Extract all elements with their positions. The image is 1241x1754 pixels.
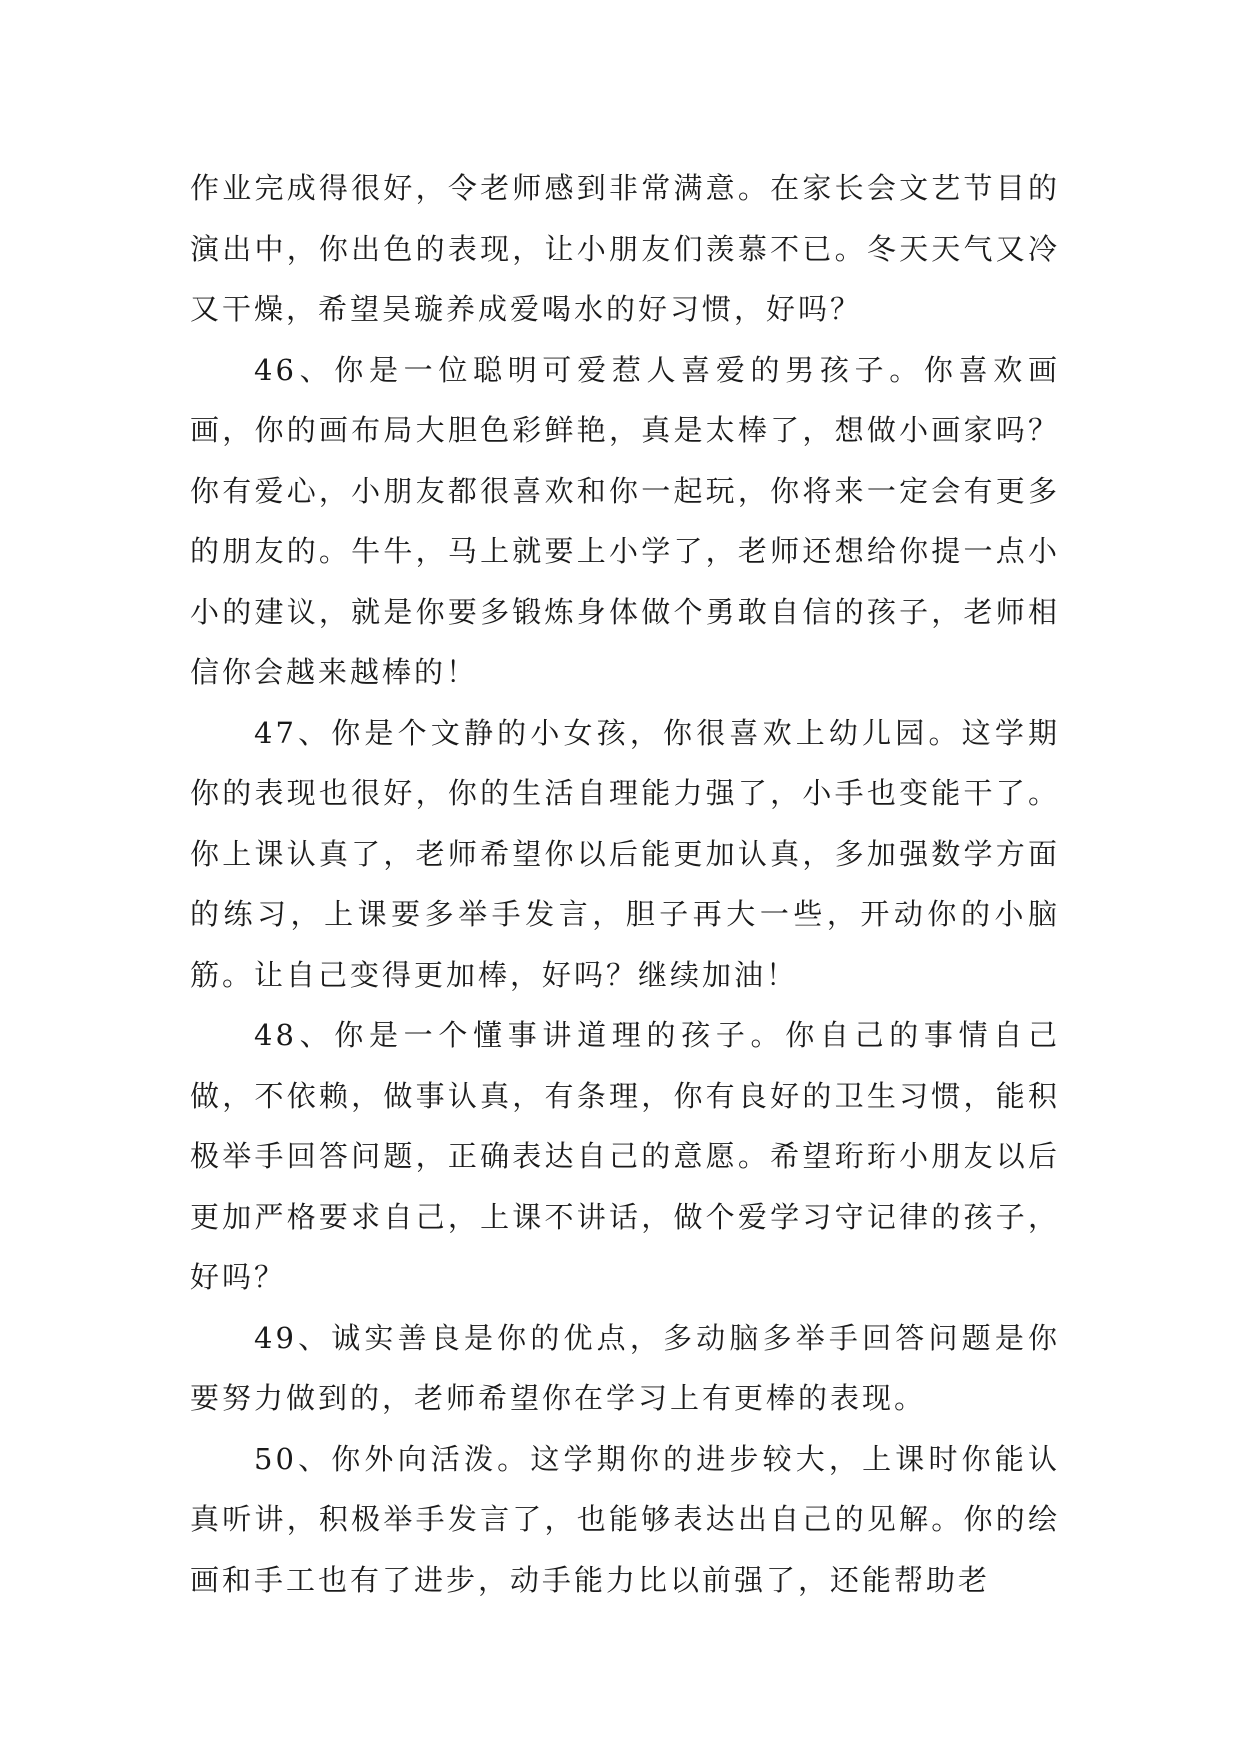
paragraph-continued: 作业完成得很好，令老师感到非常满意。在家长会文艺节目的演出中，你出色的表现，让小朋友们羡慕不已。冬天天气又冷又干燥，希望吴璇养成爱喝水的好习惯，好吗？	[190, 171, 1060, 326]
paragraph-50: 50、你外向活泼。这学期你的进步较大，上课时你能认真听讲，积极举手发言了，也能够表达出自己的见解。你的绘画和手工也有了进步，动手能力比以前强了，还能帮助老	[190, 1441, 1060, 1597]
document-body	[190, 158, 1060, 1610]
paragraph-47: 47、你是个文静的小女孩，你很喜欢上幼儿园。这学期你的表现也很好，你的生活自理能力强了，小手也变能干了。你上课认真了，老师希望你以后能更加认真，多加强数学方面的练习，上课要多举手发言，胆子再大一些，开动你的小脑筋。让自己变得更加棒，好吗？继续加油！	[190, 715, 1060, 992]
paragraph-46: 46、你是一位聪明可爱惹人喜爱的男孩子。你喜欢画画，你的画布局大胆色彩鲜艳，真是太棒了，想做小画家吗？你有爱心，小朋友都很喜欢和你一起玩，你将来一定会有更多的朋友的。牛牛，马上就要上小学了，老师还想给你提一点小小的建议，就是你要多锻炼身体做个勇敢自信的孩子，老师相信你会越来越棒的！	[190, 352, 1060, 689]
paragraph-49: 49、诚实善良是你的优点，多动脑多举手回答问题是你要努力做到的，老师希望你在学习上有更棒的表现。	[190, 1320, 1060, 1415]
paragraph-48: 48、你是一个懂事讲道理的孩子。你自己的事情自己做，不依赖，做事认真，有条理，你有良好的卫生习惯，能积极举手回答问题，正确表达自己的意愿。希望珩珩小朋友以后更加严格要求自己，上课不讲话，做个爱学习守记律的孩子，好吗？	[190, 1018, 1060, 1294]
